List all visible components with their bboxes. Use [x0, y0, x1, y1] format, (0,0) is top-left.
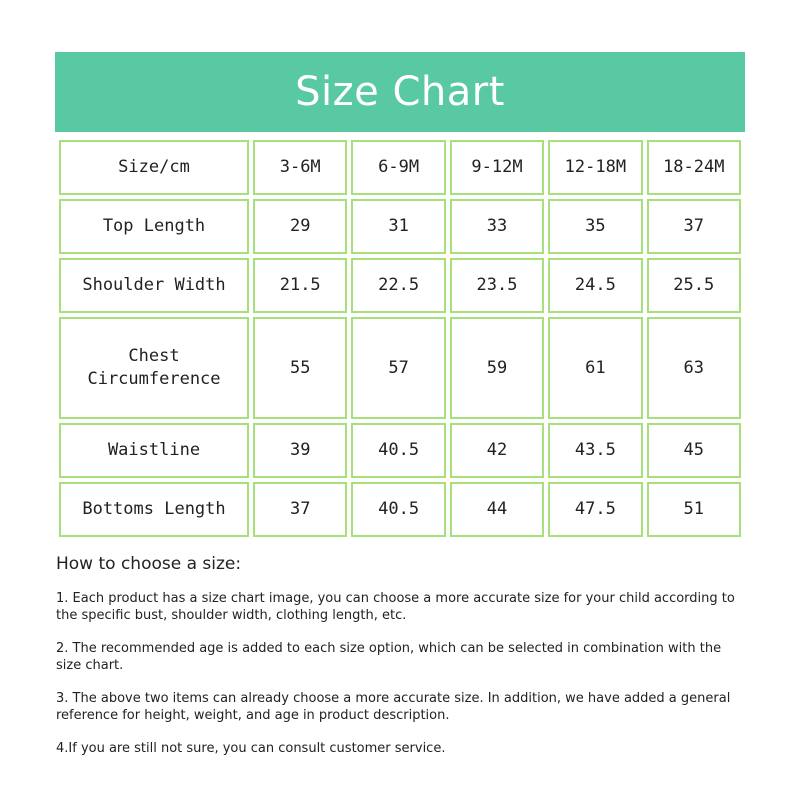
table-cell: 35 — [548, 199, 642, 254]
table-cell: 45 — [647, 423, 741, 478]
table-cell: 24.5 — [548, 258, 642, 313]
table-cell: 37 — [647, 199, 741, 254]
size-guide — [56, 554, 746, 773]
table-cell: 22.5 — [351, 258, 445, 313]
header-cell: 6-9M — [351, 140, 445, 195]
table-cell: 42 — [450, 423, 544, 478]
table-row — [59, 258, 741, 313]
guide-item: 3. The above two items can already choose a more accurate size. In addition, we have added a general reference for height, weight, and age in product description. — [56, 691, 731, 723]
table-row — [59, 199, 741, 254]
table-cell: 40.5 — [351, 482, 445, 537]
header-cell: 18-24M — [647, 140, 741, 195]
table-cell: 63 — [647, 317, 741, 419]
table-cell: 31 — [351, 199, 445, 254]
guide-item: 2. The recommended age is added to each size option, which can be selected in combination with the size chart. — [56, 641, 722, 673]
table-header-row — [59, 140, 741, 195]
size-chart-banner — [55, 52, 745, 132]
table-row — [59, 423, 741, 478]
size-table — [55, 136, 745, 541]
table-cell: 47.5 — [548, 482, 642, 537]
row-label — [59, 317, 249, 419]
header-cell: 3-6M — [253, 140, 347, 195]
guide-item: 1. Each product has a size chart image, you can choose a more accurate size for your child according to the specific bust, shoulder width, clothing length, etc. — [56, 591, 735, 623]
table-cell: 33 — [450, 199, 544, 254]
header-cell: 12-18M — [548, 140, 642, 195]
guide-item: 4.If you are still not sure, you can consult customer service. — [56, 741, 446, 756]
table-cell: 55 — [253, 317, 347, 419]
table-cell: 39 — [253, 423, 347, 478]
table-cell: 51 — [647, 482, 741, 537]
row-label-line: Circumference — [87, 368, 221, 389]
table-cell: 29 — [253, 199, 347, 254]
page-title: Size Chart — [295, 69, 505, 115]
table-cell: 61 — [548, 317, 642, 419]
table-row — [59, 317, 741, 419]
table-cell: 23.5 — [450, 258, 544, 313]
table-cell: 25.5 — [647, 258, 741, 313]
row-label: Bottoms Length — [59, 482, 249, 537]
guide-heading: How to choose a size: — [56, 554, 242, 574]
table-row — [59, 482, 741, 537]
table-cell: 37 — [253, 482, 347, 537]
table-cell: 44 — [450, 482, 544, 537]
header-cell: 9-12M — [450, 140, 544, 195]
table-cell: 43.5 — [548, 423, 642, 478]
table-cell: 21.5 — [253, 258, 347, 313]
table-cell: 57 — [351, 317, 445, 419]
row-label-line: Chest — [128, 346, 180, 367]
row-label: Shoulder Width — [59, 258, 249, 313]
row-label: Waistline — [59, 423, 249, 478]
header-cell: Size/cm — [59, 140, 249, 195]
table-cell: 59 — [450, 317, 544, 419]
row-label: Top Length — [59, 199, 249, 254]
table-cell: 40.5 — [351, 423, 445, 478]
